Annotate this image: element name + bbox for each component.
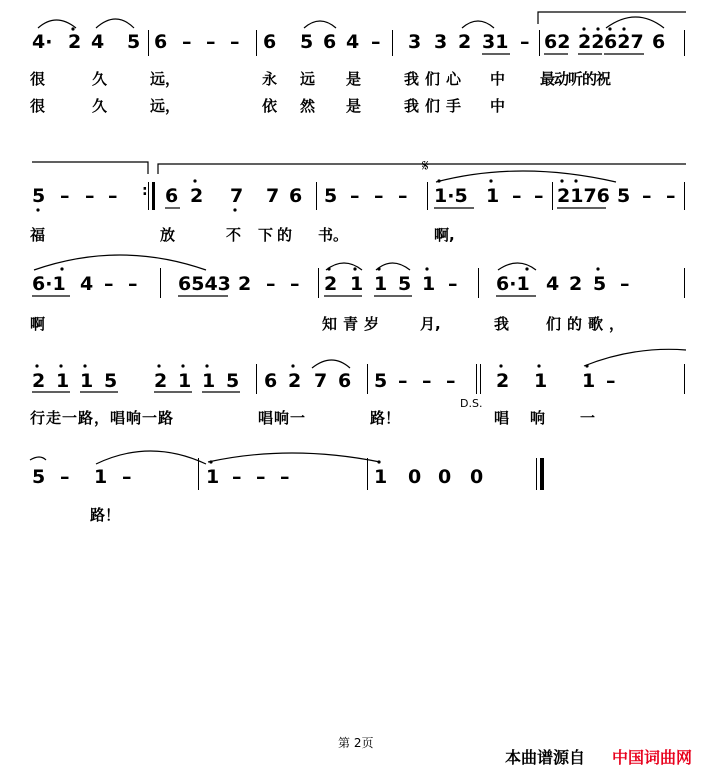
lyric: 们的歌， xyxy=(546,315,631,333)
lyric: 不 xyxy=(226,226,242,244)
lyric: 久 xyxy=(92,97,108,115)
note: 2 xyxy=(190,185,204,207)
ds-mark: D.S. xyxy=(460,397,483,410)
note: 4 xyxy=(546,273,560,295)
note: – xyxy=(256,466,266,488)
note: – xyxy=(446,370,456,392)
note: 1 xyxy=(374,466,388,488)
note: – xyxy=(666,185,676,207)
note: 3 xyxy=(408,31,422,53)
note: – xyxy=(290,273,300,295)
note: – xyxy=(108,185,118,207)
note: 1 xyxy=(582,370,596,392)
note: 5 xyxy=(32,185,46,207)
note: 5 xyxy=(226,370,240,392)
lyric: 月, xyxy=(420,315,441,333)
source-label: 本曲谱源自 xyxy=(505,748,586,767)
note: 2 xyxy=(68,31,82,53)
note: 1 xyxy=(350,273,364,295)
note: 0 xyxy=(438,466,452,488)
lyric: 依 xyxy=(262,97,278,115)
lyric: 是 xyxy=(346,70,362,88)
note: 6 xyxy=(338,370,352,392)
note: 2 xyxy=(569,273,583,295)
page-number: 第 2页 xyxy=(338,736,374,750)
note: – xyxy=(350,185,360,207)
lyric: 啊, xyxy=(434,226,455,244)
note: 6 xyxy=(263,31,277,53)
note: – xyxy=(104,273,114,295)
note: – xyxy=(398,185,408,207)
note: – xyxy=(122,466,132,488)
lyric: 远， xyxy=(150,70,181,88)
site-logo-text[interactable]: 中国词曲网 xyxy=(612,748,693,767)
lyric: 知青岁 xyxy=(322,315,386,333)
lyric: 唱响一 xyxy=(258,409,307,427)
lyric: 行走一路，唱响一路 xyxy=(30,409,175,427)
note: 5 xyxy=(374,370,388,392)
note: 2 xyxy=(238,273,252,295)
note: 2176 xyxy=(557,185,610,207)
note: 2 xyxy=(32,370,46,392)
note: 627 xyxy=(604,31,644,53)
lyric: 远， xyxy=(150,97,181,115)
lyric: 一 xyxy=(580,409,596,427)
lyric: 中 xyxy=(490,97,506,115)
note: 6 xyxy=(264,370,278,392)
note: 5 xyxy=(300,31,314,53)
note: 31 xyxy=(482,31,509,53)
note: 2 xyxy=(496,370,510,392)
lyric: 然 xyxy=(300,97,316,115)
lyric: 久 xyxy=(92,70,108,88)
note: – xyxy=(398,370,408,392)
lyric: 路！ xyxy=(370,409,401,427)
note: 4 xyxy=(346,31,360,53)
note: 2 xyxy=(324,273,338,295)
lyric: 是 xyxy=(346,97,362,115)
note: 1 xyxy=(374,273,388,295)
note: 5 xyxy=(32,466,46,488)
segno-icon: 𝄋 xyxy=(422,156,429,175)
note: 2 xyxy=(288,370,302,392)
note: – xyxy=(266,273,276,295)
note: 6543 xyxy=(178,273,231,295)
note: 1 xyxy=(534,370,548,392)
note: – xyxy=(232,466,242,488)
lyric: 我 xyxy=(494,315,510,333)
note: 5 xyxy=(127,31,141,53)
note: – xyxy=(60,185,70,207)
note: – xyxy=(85,185,95,207)
note: 5 xyxy=(593,273,607,295)
note: 1 xyxy=(80,370,94,392)
note: 62 xyxy=(544,31,571,53)
note: 4 xyxy=(91,31,105,53)
note: 5 xyxy=(617,185,631,207)
note: 0 xyxy=(408,466,422,488)
note: 1 xyxy=(206,466,220,488)
note: – xyxy=(206,31,216,53)
lyric: 书。 xyxy=(318,226,349,244)
note: – xyxy=(182,31,192,53)
note: 1·5 xyxy=(434,185,468,207)
note: – xyxy=(128,273,138,295)
lyric: 啊 xyxy=(30,315,46,333)
note: – xyxy=(620,273,630,295)
repeat-dots: : xyxy=(142,183,148,199)
note: 2 xyxy=(458,31,472,53)
note: 5 xyxy=(324,185,338,207)
note: 6 xyxy=(323,31,337,53)
note: 3 xyxy=(434,31,448,53)
note: 2 xyxy=(154,370,168,392)
lyric: 中 xyxy=(490,70,506,88)
lyric: 路！ xyxy=(90,506,121,524)
lyric: 我们手 xyxy=(404,97,468,115)
lyric: 远 xyxy=(300,70,316,88)
note: 7 xyxy=(314,370,328,392)
lyric: 放 xyxy=(160,226,176,244)
note: – xyxy=(534,185,544,207)
note: – xyxy=(230,31,240,53)
note: 4· xyxy=(32,31,53,53)
note: 7 xyxy=(266,185,280,207)
note: 6 xyxy=(154,31,168,53)
note: 5 xyxy=(104,370,118,392)
note: 1 xyxy=(56,370,70,392)
note: – xyxy=(642,185,652,207)
note: 1 xyxy=(202,370,216,392)
note: – xyxy=(280,466,290,488)
lyric: 响 xyxy=(530,409,546,427)
note: – xyxy=(371,31,381,53)
note: 6 xyxy=(289,185,303,207)
note: 4 xyxy=(80,273,94,295)
lyric: 福 xyxy=(30,226,46,244)
note: 1 xyxy=(94,466,108,488)
note: 1 xyxy=(178,370,192,392)
lyric: 最动听的祝 xyxy=(540,70,611,88)
note: 6·1 xyxy=(496,273,530,295)
note: – xyxy=(520,31,530,53)
note: 0 xyxy=(470,466,484,488)
note: 1 xyxy=(486,185,500,207)
note: – xyxy=(448,273,458,295)
note: 22 xyxy=(578,31,605,53)
lyric: 永 xyxy=(262,70,278,88)
lyric: 很 xyxy=(30,97,46,115)
note: – xyxy=(60,466,70,488)
note: 6·1 xyxy=(32,273,66,295)
note: 6 xyxy=(652,31,666,53)
note: – xyxy=(422,370,432,392)
lyric: 我们心 xyxy=(404,70,468,88)
note: 6 xyxy=(165,185,179,207)
note: 5 xyxy=(398,273,412,295)
note: 7 xyxy=(230,185,244,207)
note: – xyxy=(512,185,522,207)
note: 1 xyxy=(422,273,436,295)
lyric: 唱 xyxy=(494,409,510,427)
lyric: 很 xyxy=(30,70,46,88)
note: – xyxy=(606,370,616,392)
note: – xyxy=(374,185,384,207)
lyric: 下的 xyxy=(258,226,297,244)
